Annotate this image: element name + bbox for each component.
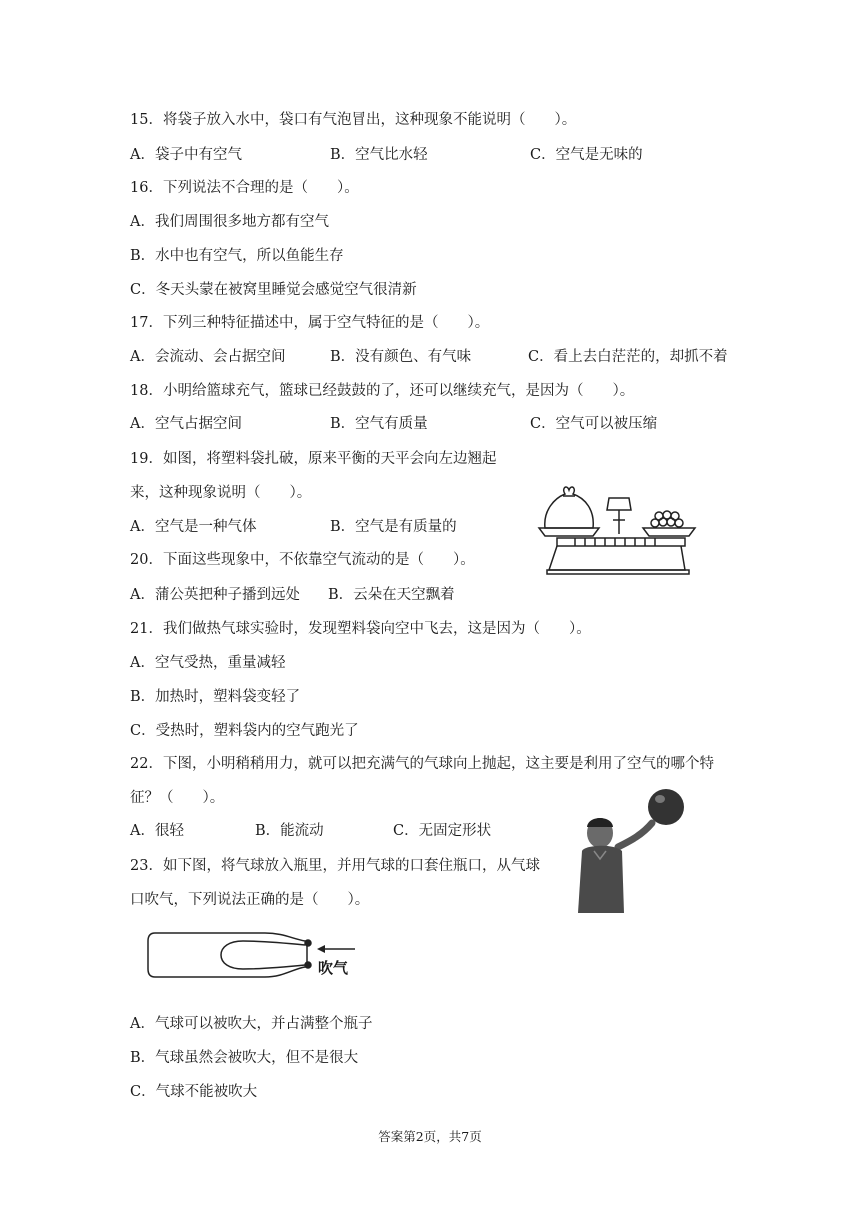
- q22-option-a: A．很轻: [130, 823, 184, 839]
- q18-option-b: B．空气有质量: [330, 416, 428, 432]
- q19-stem-line2: 来，这种现象说明（ ）。: [130, 485, 312, 501]
- boy-tossing-balloon-figure: [578, 785, 693, 913]
- q17-option-b: B．没有颜色、有气味: [330, 349, 472, 365]
- q18-option-a: A．空气占据空间: [130, 416, 242, 432]
- balance-scale-figure: [535, 480, 700, 580]
- q23-option-a: A．气球可以被吹大，并占满整个瓶子: [130, 1016, 373, 1032]
- q19-option-a: A．空气是一种气体: [130, 519, 257, 535]
- q15-option-c: C．空气是无味的: [530, 147, 643, 163]
- q19-stem-line1: 19．如图，将塑料袋扎破，原来平衡的天平会向左边翘起: [130, 451, 497, 467]
- q23-stem-line2: 口吹气，下列说法正确的是（ ）。: [130, 892, 370, 908]
- q23-option-c: C．气球不能被吹大: [130, 1084, 258, 1100]
- q22-option-c: C．无固定形状: [393, 823, 492, 839]
- q21-stem: 21．我们做热气球实验时，发现塑料袋向空中飞去，这是因为（ ）。: [130, 621, 591, 637]
- q15-stem: 15．将袋子放入水中，袋口有气泡冒出，这种现象不能说明（ ）。: [130, 112, 577, 128]
- q15-option-b: B．空气比水轻: [330, 147, 428, 163]
- q21-option-a: A．空气受热，重量减轻: [130, 655, 286, 671]
- q15-option-a: A．袋子中有空气: [130, 147, 242, 163]
- q16-stem: 16．下列说法不合理的是（ ）。: [130, 180, 359, 196]
- q21-option-b: B．加热时，塑料袋变轻了: [130, 689, 301, 705]
- q19-option-b: B．空气是有质量的: [330, 519, 457, 535]
- q23-stem-line1: 23．如下图，将气球放入瓶里，并用气球的口套住瓶口，从气球: [130, 858, 540, 874]
- q21-option-c: C．受热时，塑料袋内的空气跑光了: [130, 723, 359, 739]
- q20-stem: 20．下面这些现象中，不依靠空气流动的是（ ）。: [130, 552, 475, 568]
- q18-option-c: C．空气可以被压缩: [530, 416, 658, 432]
- q20-option-b: B．云朵在天空飘着: [328, 587, 455, 603]
- q17-option-c: C．看上去白茫茫的，却抓不着: [528, 349, 728, 365]
- q20-option-a: A．蒲公英把种子播到远处: [130, 587, 300, 603]
- page-footer: 答案第2页，共7页: [378, 1129, 482, 1144]
- figure-label-blow: 吹气: [318, 959, 349, 977]
- q16-option-c: C．冬天头蒙在被窝里睡觉会感觉空气很清新: [130, 282, 417, 298]
- q16-option-a: A．我们周围很多地方都有空气: [130, 214, 329, 230]
- q18-stem: 18．小明给篮球充气，篮球已经鼓鼓的了，还可以继续充气，是因为（ ）。: [130, 383, 635, 399]
- q22-option-b: B．能流动: [255, 823, 324, 839]
- q22-stem-line2: 征？（ ）。: [130, 790, 225, 806]
- q16-option-b: B．水中也有空气，所以鱼能生存: [130, 248, 344, 264]
- q17-option-a: A．会流动、会占据空间: [130, 349, 286, 365]
- q17-stem: 17．下列三种特征描述中，属于空气特征的是（ ）。: [130, 315, 490, 331]
- q23-option-b: B．气球虽然会被吹大，但不是很大: [130, 1050, 359, 1066]
- q22-stem-line1: 22．下图，小明稍稍用力，就可以把充满气的气球向上抛起，这主要是利用了空气的哪个特: [130, 756, 714, 772]
